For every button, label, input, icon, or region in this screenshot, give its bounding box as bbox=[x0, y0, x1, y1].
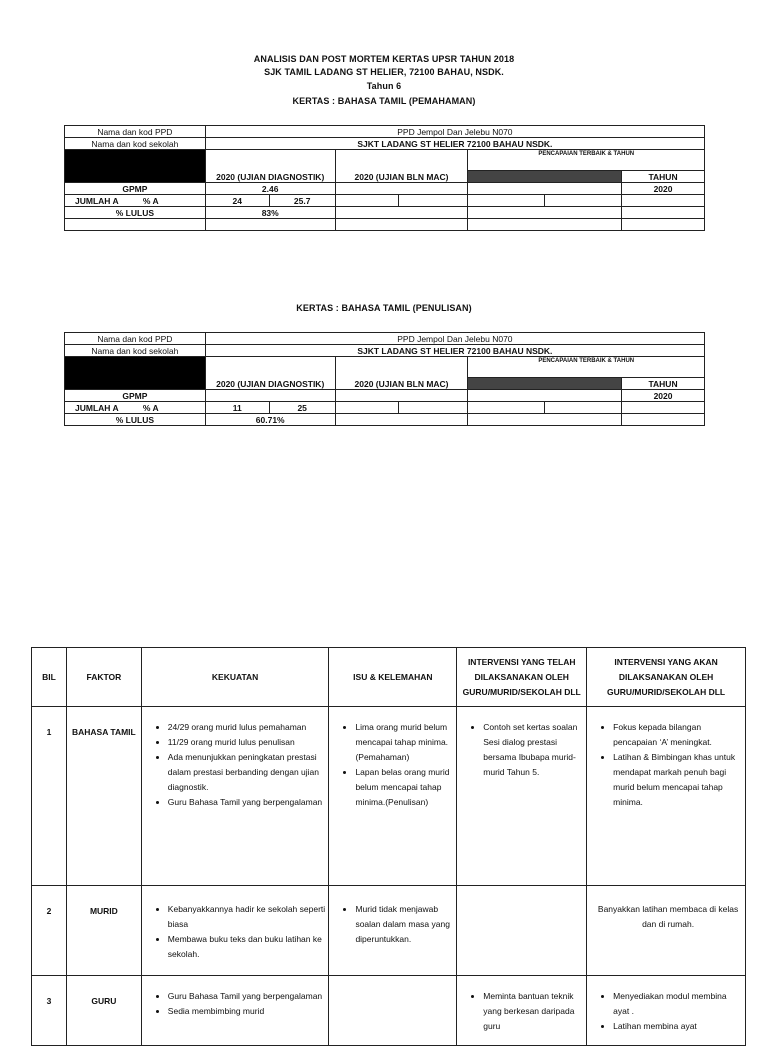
col-mac: 2020 (UJIAN BLN MAC) bbox=[335, 357, 468, 390]
list-item: • Meminta bantuan teknik yang berkesan daripada guru bbox=[483, 989, 584, 1034]
gpmp-label: GPMP bbox=[65, 183, 206, 195]
tahun-value: 2020 bbox=[622, 390, 705, 402]
school-value: SJKT LADANG ST HELIER 72100 BAHAU NSDK. bbox=[205, 345, 704, 357]
jumlah-row-labels bbox=[65, 195, 206, 207]
school-label: Nama dan kod sekolah bbox=[65, 345, 206, 357]
lulus-label: % LULUS bbox=[65, 414, 206, 426]
lulus-value: 83% bbox=[205, 207, 335, 219]
col-faktor: FAKTOR bbox=[66, 648, 141, 707]
jumlah-row-labels bbox=[65, 402, 206, 414]
list-item: • Menyediakan modul membina ayat . bbox=[613, 989, 743, 1019]
ppd-value: PPD Jempol Dan Jelebu N070 bbox=[205, 126, 704, 138]
row-faktor: BAHASA TAMIL bbox=[66, 707, 141, 886]
row-bil: 1 bbox=[32, 707, 67, 886]
grey-cell bbox=[468, 171, 622, 183]
row-faktor: MURID bbox=[66, 886, 141, 976]
col-bil: BIL bbox=[32, 648, 67, 707]
title-line-4: KERTAS : BAHASA TAMIL (PEMAHAMAN) bbox=[292, 96, 476, 106]
school-value: SJKT LADANG ST HELIER 72100 BAHAU NSDK. bbox=[205, 138, 704, 150]
col-tahun: TAHUN bbox=[622, 171, 705, 183]
col-intervensi-akan: INTERVENSI YANG AKAN DILAKSANAKAN OLEH GURU/MURID/SEKOLAH DLL bbox=[587, 648, 746, 707]
col-diagnostik: 2020 (UJIAN DIAGNOSTIK) bbox=[205, 357, 335, 390]
school-label: Nama dan kod sekolah bbox=[65, 138, 206, 150]
col-kekuatan: KEKUATAN bbox=[141, 648, 329, 707]
pct-a-value: 25 bbox=[269, 402, 335, 414]
list-item: • Latihan & Bimbingan khas untuk mendapat markah penuh bagi murid belum mencapai tahap minima. bbox=[613, 750, 743, 810]
row-bil: 3 bbox=[32, 976, 67, 1046]
ppd-label: Nama dan kod PPD bbox=[65, 126, 206, 138]
col-best: PENCAPAIAN TERBAIK & TAHUN bbox=[468, 150, 705, 171]
col-tahun: TAHUN bbox=[622, 378, 705, 390]
lulus-label: % LULUS bbox=[65, 207, 206, 219]
list-item: • Murid tidak menjawab soalan dalam masa yang diperuntukkan. bbox=[355, 902, 454, 947]
table-penulisan bbox=[64, 332, 705, 426]
row-faktor: GURU bbox=[66, 976, 141, 1046]
row-bil: 2 bbox=[32, 886, 67, 976]
black-cell bbox=[65, 357, 206, 390]
grey-cell bbox=[468, 378, 622, 390]
list-item: • Fokus kepada bilangan pencapaian ‘A’ meningkat. bbox=[613, 720, 743, 750]
list-item: • 24/29 orang murid lulus pemahaman bbox=[168, 720, 327, 735]
list-item: • Latihan membina ayat bbox=[613, 1019, 743, 1034]
col-diagnostik: 2020 (UJIAN DIAGNOSTIK) bbox=[205, 150, 335, 183]
list-item: • Guru Bahasa Tamil yang berpengalaman bbox=[168, 989, 327, 1004]
col-intervensi-telah: INTERVENSI YANG TELAH DILAKSANAKAN OLEH GURU/MURID/SEKOLAH DLL bbox=[457, 648, 587, 707]
lulus-value: 60.71% bbox=[205, 414, 335, 426]
jumlah-a-value: 11 bbox=[205, 402, 269, 414]
black-cell bbox=[65, 150, 206, 183]
title-line-2: SJK TAMIL LADANG ST HELIER, 72100 BAHAU, NSDK. bbox=[264, 67, 504, 77]
list-item: • Membawa buku teks dan buku latihan ke sekolah. bbox=[168, 932, 327, 962]
list-item: • 11/29 orang murid lulus penulisan bbox=[168, 735, 327, 750]
jumlah-a-label: JUMLAH A bbox=[75, 195, 119, 206]
list-item: • Sedia membimbing murid bbox=[168, 1004, 327, 1019]
pct-a-label: % A bbox=[142, 402, 159, 413]
table-row bbox=[32, 707, 746, 886]
section-penulisan-title: KERTAS : BAHASA TAMIL (PENULISAN) bbox=[296, 303, 472, 313]
pct-a-value: 25.7 bbox=[269, 195, 335, 207]
col-mac: 2020 (UJIAN BLN MAC) bbox=[335, 150, 468, 183]
jumlah-a-value: 24 bbox=[205, 195, 269, 207]
col-best: PENCAPAIAN TERBAIK & TAHUN bbox=[468, 357, 705, 378]
gpmp-label: GPMP bbox=[65, 390, 206, 402]
analysis-table bbox=[31, 647, 746, 1046]
ppd-label: Nama dan kod PPD bbox=[65, 333, 206, 345]
jumlah-a-label: JUMLAH A bbox=[75, 402, 119, 413]
table-row bbox=[32, 976, 746, 1046]
title-line-1: ANALISIS DAN POST MORTEM KERTAS UPSR TAHUN 2018 bbox=[253, 54, 515, 64]
col-isu: ISU & KELEMAHAN bbox=[329, 648, 457, 707]
list-item: • Lima orang murid belum mencapai tahap minima. (Pemahaman) bbox=[355, 720, 454, 765]
list-item: • Ada menunjukkan peningkatan prestasi dalam prestasi berbanding dengan ujian diagnostik. bbox=[168, 750, 327, 795]
list-item: • Kebanyakkannya hadir ke sekolah seperti biasa bbox=[168, 902, 327, 932]
gpmp-value: 2.46 bbox=[205, 183, 335, 195]
title-line-3: Tahun 6 bbox=[366, 81, 402, 91]
ppd-value: PPD Jempol Dan Jelebu N070 bbox=[205, 333, 704, 345]
tahun-value: 2020 bbox=[622, 183, 705, 195]
list-item: • Lapan belas orang murid belum mencapai tahap minima.(Penulisan) bbox=[355, 765, 454, 810]
list-item: • Contoh set kertas soalan Sesi dialog prestasi bersama Ibubapa murid-murid Tahun 5. bbox=[483, 720, 584, 780]
table-pemahaman bbox=[64, 125, 705, 231]
list-item: Banyakkan latihan membaca di kelas dan di rumah. bbox=[597, 904, 739, 929]
pct-a-label: % A bbox=[142, 195, 159, 206]
list-item: • Guru Bahasa Tamil yang berpengalaman bbox=[168, 795, 327, 810]
table-row bbox=[32, 886, 746, 976]
